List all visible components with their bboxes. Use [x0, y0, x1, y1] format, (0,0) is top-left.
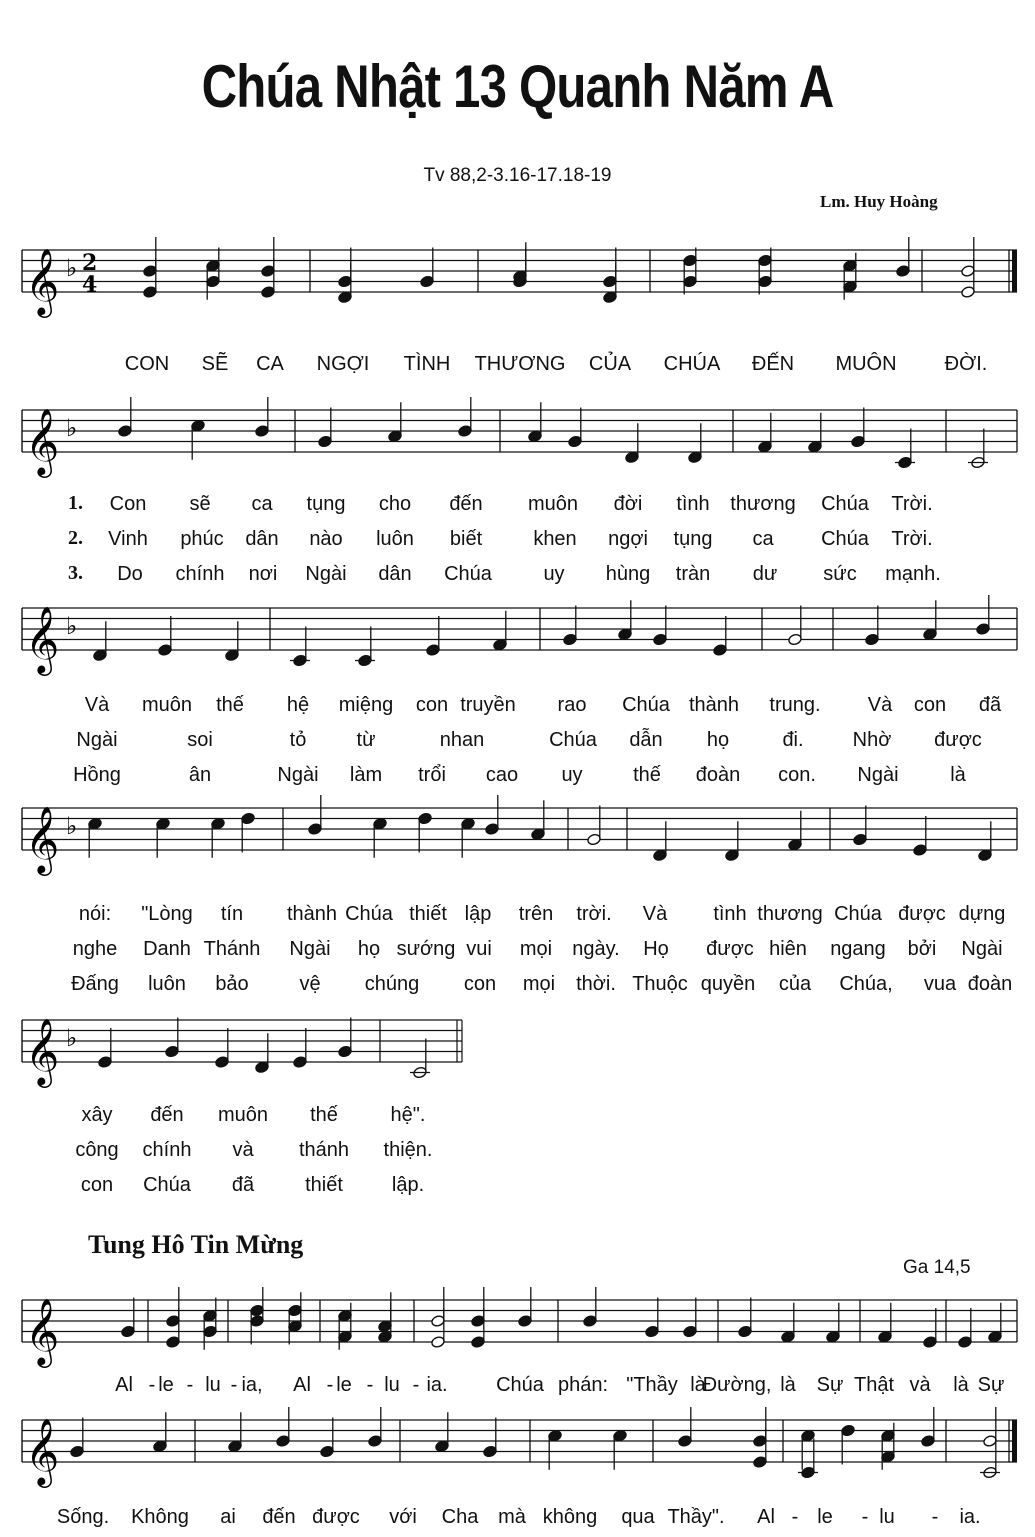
lyric-syllable: khen — [533, 528, 577, 550]
verse-1-line-3 — [0, 903, 1035, 929]
lyric-syllable: Vinh — [108, 528, 148, 550]
lyric-syllable: là — [953, 1374, 969, 1396]
lyric-syllable: hệ — [286, 694, 310, 716]
flat-key-signature-icon: ♭ — [66, 254, 78, 282]
lyric-syllable: đến — [449, 493, 483, 515]
lyric-syllable: Và — [84, 694, 110, 716]
time-signature-bottom: 4 — [82, 272, 98, 298]
lyric-syllable: chúng — [364, 973, 420, 995]
lyric-syllable: Ngài — [961, 938, 1003, 960]
lyric-syllable: đi. — [782, 729, 804, 751]
lyric-syllable: Al — [293, 1374, 311, 1396]
lyric-syllable: ca — [251, 493, 273, 515]
lyric-syllable: với — [389, 1506, 417, 1528]
lyric-syllable: Sự — [977, 1374, 1005, 1396]
lyric-syllable: Chúa — [834, 903, 882, 925]
lyric-syllable: họ — [706, 729, 730, 751]
lyric-syllable: thế — [633, 764, 661, 786]
lyric-syllable: "Lòng — [141, 903, 193, 925]
lyric-syllable: Ngài — [305, 563, 347, 585]
lyric-syllable: đoàn — [695, 764, 741, 786]
lyric-syllable: con — [463, 973, 497, 995]
lyric-syllable: - — [931, 1506, 939, 1528]
lyric-syllable: trời. — [576, 903, 612, 925]
lyric-syllable: muôn — [141, 694, 193, 716]
lyric-syllable: ngày. — [572, 938, 620, 960]
verse-3-line-4 — [0, 1174, 1035, 1200]
lyric-syllable: đến — [262, 1506, 296, 1528]
verse-3-line-3 — [0, 973, 1035, 999]
lyric-syllable: soi — [187, 729, 213, 751]
lyric-syllable: qua — [621, 1506, 655, 1528]
lyric-syllable: hệ". — [390, 1104, 426, 1126]
treble-clef-icon: 𝄞 — [25, 247, 60, 315]
lyric-syllable: truyền — [460, 694, 516, 716]
verse-2-line-1 — [0, 528, 1035, 554]
lyric-syllable: - — [791, 1506, 799, 1528]
lyric-syllable: "Thầy — [626, 1374, 678, 1396]
lyric-syllable: làm — [349, 764, 383, 786]
lyric-syllable: trung. — [769, 694, 821, 716]
lyric-syllable: con — [913, 694, 947, 716]
lyric-syllable: Chúa — [143, 1174, 191, 1196]
lyric-syllable: Do — [117, 563, 143, 585]
acclamation-title: Tung Hô Tin Mừng — [88, 1230, 304, 1259]
lyric-syllable: từ — [356, 729, 376, 751]
lyric-syllable: con — [80, 1174, 114, 1196]
lyric-syllable: vui — [466, 938, 492, 960]
treble-clef-icon: 𝄞 — [25, 407, 60, 475]
lyric-syllable: tín — [220, 903, 244, 925]
lyric-syllable: ngang — [830, 938, 886, 960]
lyric-syllable: đoàn — [967, 973, 1013, 995]
lyric-syllable: đã — [231, 1174, 255, 1196]
verse-1-line-2 — [0, 694, 1035, 720]
lyric-syllable: - — [186, 1374, 194, 1396]
lyric-syllable: nhan — [439, 729, 485, 751]
lyric-syllable: Ngài — [277, 764, 319, 786]
lyric-syllable: không — [542, 1506, 598, 1528]
lyric-syllable: Sống. — [56, 1506, 110, 1528]
lyric-syllable: ca — [752, 528, 774, 550]
verse-number: 3. — [68, 562, 83, 584]
lyric-syllable: thương — [757, 903, 823, 925]
lyric-syllable: ân — [188, 764, 212, 786]
lyric-syllable: - — [230, 1374, 238, 1396]
lyric-syllable: đời — [613, 493, 643, 515]
lyric-syllable: sướng — [396, 938, 456, 960]
lyric-syllable: thế — [310, 1104, 338, 1126]
lyric-syllable: lập — [464, 903, 492, 925]
lyric-syllable: trổi — [418, 764, 446, 786]
lyric-syllable: ĐẾN — [751, 353, 795, 375]
lyric-syllable: - — [148, 1374, 156, 1396]
lyric-syllable: Ngài — [76, 729, 118, 751]
final-barline — [1012, 1420, 1017, 1462]
lyric-syllable: ngợi — [608, 528, 648, 550]
lyric-syllable: dân — [378, 563, 412, 585]
lyric-syllable: Họ — [643, 938, 669, 960]
lyric-syllable: thành — [688, 694, 740, 716]
lyric-syllable: thời. — [576, 973, 616, 995]
lyric-syllable: CON — [124, 353, 170, 375]
lyric-syllable: nơi — [248, 563, 278, 585]
lyric-syllable: muôn — [217, 1104, 269, 1126]
composer: Lm. Huy Hoàng — [820, 192, 938, 211]
lyric-syllable: - — [326, 1374, 334, 1396]
verse-3-line-2 — [0, 764, 1035, 790]
lyric-syllable: le — [158, 1374, 174, 1396]
lyric-syllable: là — [780, 1374, 796, 1396]
lyric-syllable: lu — [384, 1374, 400, 1396]
lyric-syllable: tình — [713, 903, 747, 925]
lyric-syllable: mạnh. — [885, 563, 941, 585]
lyric-syllable: họ — [357, 938, 381, 960]
lyric-syllable: nói: — [78, 903, 112, 925]
treble-clef-icon: 𝄞 — [25, 805, 60, 873]
lyric-syllable: thánh — [298, 1139, 350, 1161]
alleluia-lyrics-line-2 — [0, 1506, 1035, 1532]
lyric-syllable: của — [778, 973, 812, 995]
lyric-syllable: con. — [778, 764, 816, 786]
lyric-syllable: miệng — [338, 694, 394, 716]
lyric-syllable: công — [75, 1139, 119, 1161]
lyric-syllable: thiết — [409, 903, 447, 925]
lyric-syllable: ia, — [241, 1374, 263, 1396]
lyric-syllable: chính — [142, 1139, 192, 1161]
lyric-syllable: đã — [978, 694, 1002, 716]
lyric-syllable: Chúa — [345, 903, 393, 925]
lyric-syllable: CHÚA — [663, 353, 721, 375]
lyric-syllable: TÌNH — [403, 353, 451, 375]
lyric-syllable: sẽ — [189, 493, 211, 515]
verse-1-line-4 — [0, 1104, 1035, 1130]
page-title: Chúa Nhật 13 Quanh Năm A — [201, 53, 834, 120]
lyric-syllable: thương — [730, 493, 796, 515]
lyric-syllable: thiết — [305, 1174, 343, 1196]
treble-clef-icon: 𝄞 — [25, 605, 60, 673]
lyric-syllable: hiên — [769, 938, 807, 960]
verse-2-line-4 — [0, 1139, 1035, 1165]
refrain-lyrics — [0, 353, 1035, 379]
lyric-syllable: là — [690, 1374, 706, 1396]
lyric-syllable: lập. — [391, 1174, 425, 1196]
lyric-syllable: THƯƠNG — [474, 353, 566, 375]
lyric-syllable: tràn — [675, 563, 711, 585]
lyric-syllable: cao — [485, 764, 519, 786]
verse-number: 2. — [68, 527, 83, 549]
lyric-syllable: xây — [81, 1104, 113, 1126]
lyric-syllable: Và — [642, 903, 668, 925]
lyric-syllable: Hồng — [73, 764, 121, 786]
lyric-syllable: lu — [879, 1506, 895, 1528]
lyric-syllable: mọi — [519, 938, 553, 960]
lyric-syllable: Con — [109, 493, 147, 515]
time-signature-top: 2 — [82, 250, 98, 276]
lyric-syllable: Thật — [853, 1374, 895, 1396]
verse-2-line-3 — [0, 938, 1035, 964]
lyric-syllable: Chúa — [821, 493, 869, 515]
lyric-syllable: tình — [676, 493, 710, 515]
lyric-syllable: vua — [923, 973, 957, 995]
lyric-syllable: mà — [498, 1506, 526, 1528]
lyric-syllable: được — [898, 903, 946, 925]
lyric-syllable: Không — [131, 1506, 189, 1528]
flat-key-signature-icon: ♭ — [66, 612, 78, 640]
lyric-syllable: trên — [518, 903, 554, 925]
lyric-syllable: nào — [309, 528, 343, 550]
lyric-syllable: Đấng — [71, 973, 119, 995]
lyric-syllable: và — [232, 1139, 254, 1161]
final-barline — [1012, 250, 1017, 292]
lyric-syllable: tụng — [673, 528, 713, 550]
lyric-syllable: Danh — [143, 938, 191, 960]
lyric-syllable: dẫn — [629, 729, 663, 751]
lyric-syllable: cho — [378, 493, 412, 515]
lyric-syllable: bởi — [907, 938, 937, 960]
lyric-syllable: tụng — [306, 493, 346, 515]
lyric-syllable: hùng — [605, 563, 651, 585]
lyric-syllable: muôn — [527, 493, 579, 515]
lyric-syllable: ĐỜI. — [944, 353, 988, 375]
lyric-syllable: ia. — [426, 1374, 448, 1396]
lyric-syllable: bảo — [215, 973, 249, 995]
lyric-syllable: được — [934, 729, 982, 751]
lyric-syllable: luôn — [376, 528, 414, 550]
lyric-syllable: Và — [867, 694, 893, 716]
lyric-syllable: Sự — [816, 1374, 844, 1396]
lyric-syllable: Chúa — [444, 563, 492, 585]
lyric-syllable: le — [336, 1374, 352, 1396]
lyric-syllable: phúc — [180, 528, 224, 550]
lyric-syllable: đến — [150, 1104, 184, 1126]
lyric-syllable: Thánh — [203, 938, 261, 960]
lyric-syllable: Trời. — [891, 493, 933, 515]
verse-2-line-2 — [0, 729, 1035, 755]
psalm-reference: Tv 88,2-3.16-17.18-19 — [423, 165, 612, 186]
lyric-syllable: dư — [752, 563, 778, 585]
flat-key-signature-icon: ♭ — [66, 1024, 78, 1052]
lyric-syllable: tỏ — [289, 729, 307, 751]
lyric-syllable: luôn — [148, 973, 186, 995]
verse-1-line-1 — [0, 493, 1035, 519]
treble-clef-icon: 𝄞 — [25, 1417, 60, 1485]
lyric-syllable: rao — [557, 694, 587, 716]
lyric-syllable: quyền — [700, 973, 756, 995]
lyric-syllable: Thuộc — [632, 973, 688, 995]
lyric-syllable: Chúa — [496, 1374, 544, 1396]
lyric-syllable: được — [706, 938, 754, 960]
lyric-syllable: Thầy". — [667, 1506, 725, 1528]
lyric-syllable: Ngài — [857, 764, 899, 786]
lyric-syllable: Chúa — [622, 694, 670, 716]
lyric-syllable: Trời. — [891, 528, 933, 550]
lyric-syllable: uy — [543, 563, 565, 585]
lyric-syllable: mọi — [522, 973, 556, 995]
lyric-syllable: ai — [220, 1506, 236, 1528]
lyric-syllable: thế — [216, 694, 244, 716]
lyric-syllable: chính — [175, 563, 225, 585]
lyric-syllable: thành — [286, 903, 338, 925]
lyric-syllable: nghe — [72, 938, 118, 960]
lyric-syllable: CỦA — [588, 353, 632, 375]
lyric-syllable: sức — [823, 563, 857, 585]
lyric-syllable: - — [861, 1506, 869, 1528]
lyric-syllable: được — [312, 1506, 360, 1528]
lyric-syllable: uy — [561, 764, 583, 786]
verse-3-line-1 — [0, 563, 1035, 589]
lyric-syllable: dân — [245, 528, 279, 550]
lyric-syllable: - — [366, 1374, 374, 1396]
lyric-syllable: lu — [205, 1374, 221, 1396]
lyric-syllable: thiện. — [383, 1139, 433, 1161]
verse-number: 1. — [68, 492, 83, 514]
lyric-syllable: SẼ — [201, 353, 229, 375]
flat-key-signature-icon: ♭ — [66, 812, 78, 840]
lyric-syllable: phán: — [557, 1374, 609, 1396]
lyric-syllable: Chúa — [821, 528, 869, 550]
flat-key-signature-icon: ♭ — [66, 414, 78, 442]
lyric-syllable: NGỢI — [316, 353, 370, 375]
lyric-syllable: Chúa, — [839, 973, 893, 995]
lyric-syllable: - — [412, 1374, 420, 1396]
lyric-syllable: CA — [256, 353, 284, 375]
lyric-syllable: dựng — [958, 903, 1006, 925]
lyric-syllable: biết — [449, 528, 483, 550]
lyric-syllable: MUÔN — [835, 353, 897, 375]
lyric-syllable: le — [817, 1506, 833, 1528]
lyric-syllable: con — [415, 694, 449, 716]
lyric-syllable: Đường, — [702, 1374, 772, 1396]
alleluia-lyrics-line-1 — [0, 1374, 1035, 1400]
treble-clef-icon: 𝄞 — [25, 1297, 60, 1365]
lyric-syllable: Chúa — [549, 729, 597, 751]
lyric-syllable: vệ — [299, 973, 321, 995]
lyric-syllable: Al — [115, 1374, 133, 1396]
lyric-syllable: và — [909, 1374, 931, 1396]
treble-clef-icon: 𝄞 — [25, 1017, 60, 1085]
lyric-syllable: Cha — [441, 1506, 479, 1528]
lyric-syllable: Al — [757, 1506, 775, 1528]
lyric-syllable: Nhờ — [852, 729, 892, 751]
lyric-syllable: là — [950, 764, 966, 786]
gospel-reference: Ga 14,5 — [903, 1257, 971, 1278]
lyric-syllable: Ngài — [289, 938, 331, 960]
lyric-syllable: ia. — [959, 1506, 981, 1528]
